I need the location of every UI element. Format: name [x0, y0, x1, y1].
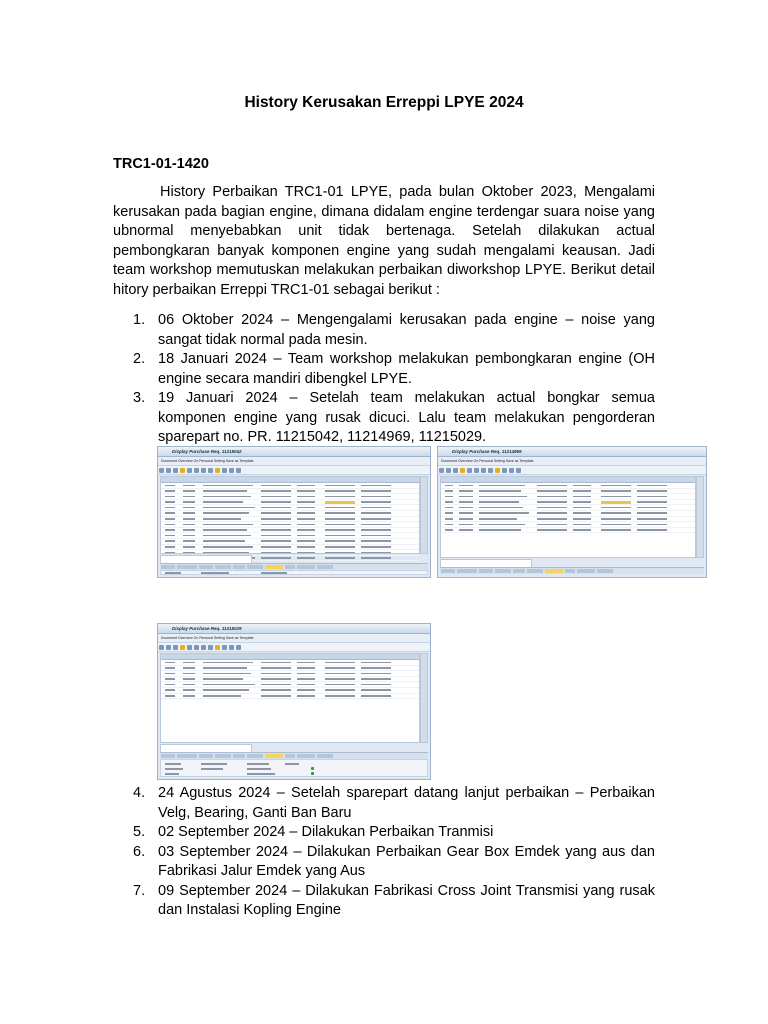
screenshot-title: Display Purchase Req. 11215029: [158, 624, 430, 634]
repair-steps-list-1: [113, 311, 655, 448]
repair-steps-list-2: [113, 784, 655, 921]
list-text: 06 Oktober 2024 – Mengengalami kerusakan pada engine – noise yang sangat tidak normal pada mesin.: [158, 312, 655, 348]
screenshot-icon-bar: [158, 643, 430, 652]
list-number: 1.: [133, 312, 146, 328]
list-number: 2.: [133, 351, 146, 367]
screenshot-icon-bar: [438, 466, 706, 475]
list-item: [113, 784, 655, 823]
screenshot-toolbar: Document Overview On Personal Setting Save as Template: [158, 634, 430, 643]
list-number: 3.: [133, 390, 146, 406]
list-item: [113, 311, 655, 350]
screenshot-item-grid: [160, 653, 420, 743]
screenshot-icon-bar: [158, 466, 430, 475]
screenshot-toolbar: Document Overview On Personal Setting Save as Template: [158, 457, 430, 466]
list-text: 03 September 2024 – Dilakukan Perbaikan Gear Box Emdek yang aus dan Fabrikasi Jalur Emdek yang Aus: [158, 843, 655, 879]
screenshot-item-grid: [160, 476, 420, 554]
list-text: 24 Agustus 2024 – Setelah sparepart datang lanjut perbaikan – Perbaikan Velg, Bearing, Ganti Ban Baru: [158, 785, 655, 821]
purchase-req-screenshot-1: [157, 446, 431, 578]
document-title: History Kerusakan Erreppi LPYE 2024: [244, 94, 524, 111]
list-number: 5.: [133, 824, 146, 840]
list-item: [113, 843, 655, 882]
purchase-req-screenshot-3: [157, 623, 431, 780]
list-number: 7.: [133, 882, 146, 899]
intro-paragraph: History Perbaikan TRC1-01 LPYE, pada bulan Oktober 2023, Mengalami kerusakan pada bagian engine, dimana didalam engine terdengar suara noise yang ubnormal menyebabkan unit tidak bertenaga. Setelah dilakukan actual pembongkaran banyak komponen engine yang sudah mengalami keausan. Jadi team workshop memutuskan melakukan perbaikan diworkshop LPYE. Berikut detail hitory perbaikan Erreppi TRC1-01 sebagai berikut :: [113, 184, 655, 298]
list-text: 19 Januari 2024 – Setelah team melakukan actual bongkar semua komponen engine yang rusak dicuci. Lalu team melakukan pengorderan sparepart no. PR. 11215042, 11214969, 11215029.: [158, 390, 655, 445]
list-item: [113, 882, 655, 921]
screenshot-title: Display Purchase Req. 11214969: [438, 447, 706, 457]
purchase-req-screenshot-2: [437, 446, 707, 578]
list-number: 4.: [133, 785, 146, 801]
list-text: 09 September 2024 – Dilakukan Fabrikasi Cross Joint Transmisi yang rusak dan Instalasi Kopling Engine: [158, 882, 655, 918]
list-item: [113, 823, 655, 843]
screenshot-item-grid: [440, 476, 696, 558]
list-text: 18 Januari 2024 – Team workshop melakukan pembongkaran engine (OH engine secara mandiri dibengkel LPYE.: [158, 351, 655, 387]
list-text: 02 September 2024 – Dilakukan Perbaikan Tranmisi: [158, 824, 494, 840]
list-number: 6.: [133, 843, 146, 860]
list-item: [113, 350, 655, 389]
list-item: [113, 389, 655, 448]
unit-code-heading: TRC1-01-1420: [113, 156, 209, 172]
screenshot-title: Display Purchase Req. 11215042: [158, 447, 430, 457]
screenshot-toolbar: Document Overview On Personal Setting Save as Template: [438, 457, 706, 466]
